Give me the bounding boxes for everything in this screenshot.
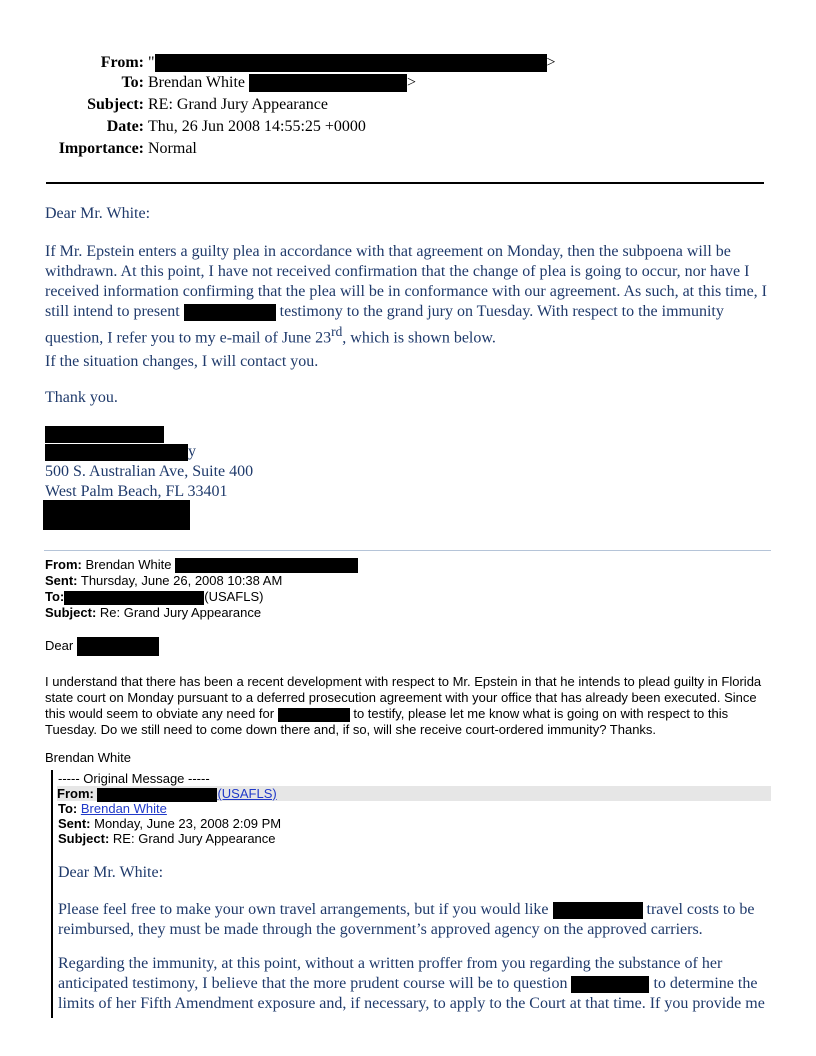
redaction: [553, 902, 643, 919]
from-suffix: >: [546, 54, 556, 71]
from-prefix: ": [148, 54, 155, 71]
redaction: [45, 444, 188, 461]
superscript: rd: [331, 324, 343, 339]
reply-paragraph-1-part-b: testimony to the grand jury on Tuesday. With respect to the immunity question, I refer you to my e-mail of June 23: [45, 303, 724, 347]
original-header: [58, 801, 281, 846]
original-from-row: [57, 786, 771, 801]
header-divider: [46, 182, 764, 184]
redaction: [97, 788, 217, 802]
signature-title-tail: y: [188, 443, 196, 460]
reply-paragraph-3: Thank you.: [45, 389, 118, 406]
redaction: [155, 54, 547, 72]
to-suffix: >: [407, 74, 417, 91]
original-to-link[interactable]: Brendan White: [80, 801, 167, 816]
original-from-label: From:: [57, 786, 94, 801]
date-label: Date:: [106, 118, 144, 135]
prior-greeting: [45, 637, 159, 656]
subject-label: Subject:: [87, 96, 144, 113]
original-subject-row: [58, 831, 281, 846]
reply-paragraph-1-part-a: If Mr. Epstein enters a guilty plea in accordance with that agreement on Monday, then the subpoena will be withdrawn. At this point, I have not received confirmation that the change of plea is going to occur, nor have I received information confirming that the plea will be in conformance with our agreement. As such, at this time, I still intend to present: [45, 243, 767, 320]
reply-greeting: Dear Mr. White:: [45, 205, 151, 222]
original-subject-value: RE: Grand Jury Appearance: [112, 831, 276, 846]
prior-to-suffix: (USAFLS): [204, 589, 264, 604]
reply-paragraph-1-part-c: , which is shown below.: [342, 329, 496, 347]
address-line-1: 500 S. Australian Ave, Suite 400: [45, 463, 254, 480]
prior-subject-row: [45, 605, 358, 621]
original-sent-row: [58, 816, 281, 831]
redaction: [64, 591, 204, 605]
signature-title: [45, 442, 253, 462]
original-paragraph-1-part-b: travel costs to be reimbursed, they must be made through the government’s approved agency on the approved carriers.: [58, 901, 755, 938]
subject-value: RE: Grand Jury Appearance: [148, 96, 328, 113]
reply-paragraph-1: [45, 242, 775, 348]
prior-sent-row: [45, 573, 358, 589]
original-sent-label: Sent:: [58, 816, 91, 831]
to-value: Brendan White: [148, 74, 246, 91]
original-paragraph-2: [58, 954, 770, 1014]
prior-body: [45, 674, 775, 738]
reply-paragraph-2: If the situation changes, I will contact you.: [45, 353, 319, 370]
original-to-label: To:: [58, 801, 78, 816]
original-message-title: ----- Original Message -----: [58, 771, 210, 786]
importance-row: [40, 140, 600, 162]
original-sent-value: Monday, June 23, 2008 2:09 PM: [94, 816, 282, 831]
prior-to-label: To:: [45, 589, 65, 604]
importance-label: Importance:: [58, 140, 144, 157]
prior-signature: Brendan White: [45, 750, 131, 765]
redaction: [77, 637, 159, 656]
importance-value: Normal: [148, 140, 197, 157]
address-line-2: West Palm Beach, FL 33401: [45, 483, 228, 500]
redaction: [175, 558, 358, 573]
original-paragraph-1-part-a: Please feel free to make your own travel arrangements, but if you would like: [58, 901, 549, 918]
original-subject-label: Subject:: [58, 831, 110, 846]
signature-block: [45, 424, 253, 502]
redaction: [571, 976, 649, 993]
prior-from-row: [45, 557, 358, 573]
date-row: [40, 118, 600, 140]
quote-bar: [51, 770, 53, 1018]
signature-name: [45, 424, 253, 442]
redaction: [249, 74, 407, 92]
prior-body-part-a: I understand that there has been a recent development with respect to Mr. Epstein in that he intends to plead guilty in Florida state court on Monday pursuant to a deferred prosecution agreement with your office that has already been executed. Since this would seem to obviate any need for: [45, 674, 762, 721]
redaction: [43, 500, 190, 530]
from-row: [40, 54, 600, 74]
original-paragraph-2-part-b: to determine the limits of her Fifth Amendment exposure and, if necessary, to apply to the Court at that time. If you provide me: [58, 975, 765, 1012]
prior-message-header: [45, 557, 358, 621]
email-header: [40, 54, 600, 162]
original-to-row: [58, 801, 281, 816]
prior-to-row: [45, 589, 358, 605]
prior-greeting-text: Dear: [45, 637, 74, 653]
prior-subject-value: Re: Grand Jury Appearance: [99, 605, 262, 620]
message-divider: [44, 550, 771, 551]
prior-sent-value: Thursday, June 26, 2008 10:38 AM: [80, 573, 283, 588]
redaction: [45, 426, 164, 443]
original-greeting: Dear Mr. White:: [58, 864, 164, 881]
redaction: [184, 304, 276, 321]
subject-row: [40, 96, 600, 118]
redaction: [278, 708, 350, 722]
from-label: From:: [100, 54, 144, 71]
prior-body-part-b: to testify, please let me know what is going on with respect to this Tuesday. Do we still need to come down there and, if so, will she receive court-ordered immunity? Thanks.: [45, 706, 729, 737]
original-paragraph-1: [58, 900, 770, 940]
prior-from-value: Brendan White: [85, 557, 172, 572]
prior-subject-label: Subject:: [45, 605, 97, 620]
date-value: Thu, 26 Jun 2008 14:55:25 +0000: [148, 118, 366, 135]
original-from-link[interactable]: (USAFLS): [217, 786, 277, 801]
to-label: To:: [121, 74, 144, 91]
original-paragraph-2-part-a: Regarding the immunity, at this point, without a written proffer from you regarding the substance of her anticipated testimony, I believe that the more prudent course will be to question: [58, 955, 723, 992]
prior-sent-label: Sent:: [45, 573, 78, 588]
to-row: [40, 74, 600, 96]
prior-from-label: From:: [45, 557, 82, 572]
